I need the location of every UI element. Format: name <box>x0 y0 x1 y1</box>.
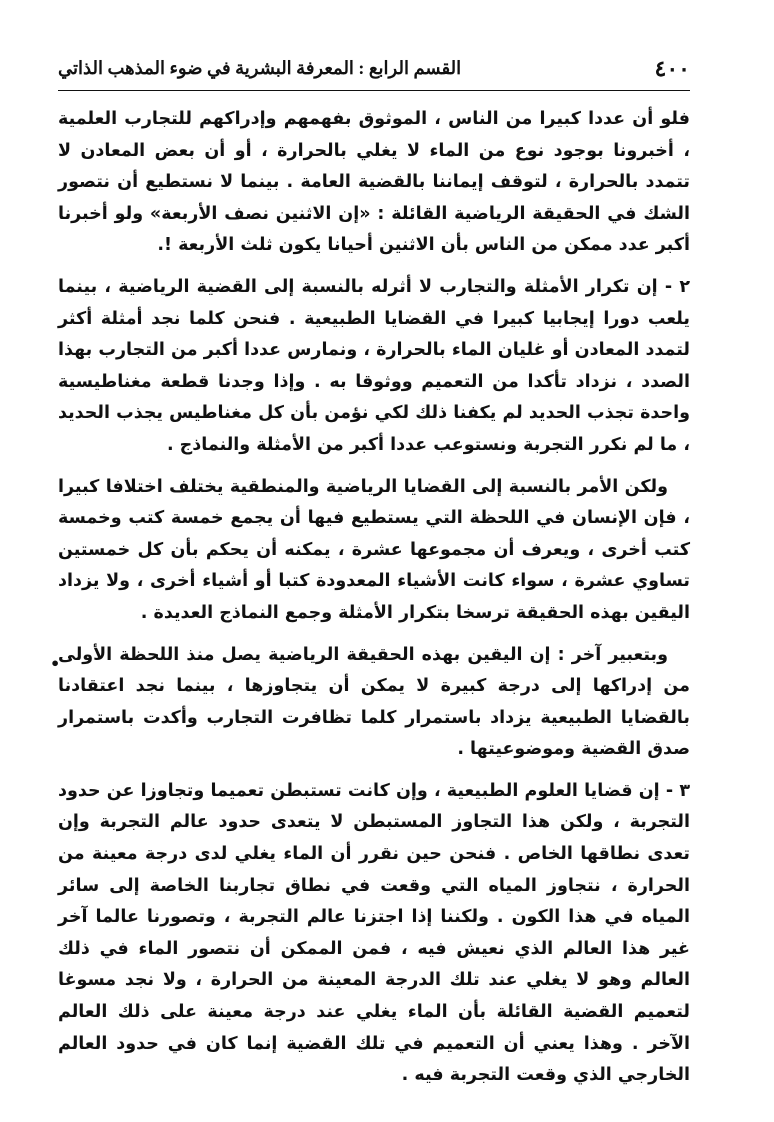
page-number: ٤٠٠ <box>654 56 690 81</box>
paragraph-5: ٣ - إن قضايا العلوم الطبيعية ، وإن كانت تستبطن تعميما وتجاوزا عن حدود التجربة ، ولكن هذا التجاوز المستبطن لا يتعدى حدود عالم التجربة وإن تعدى نطاقها الخاص . فنحن حين نقرر أن الماء يغلي لدى درجة معينة من الحرارة ، نتجاوز المياه التي وقعت في نطاق تجاربنا الخاصة إلى سائر المياه في هذا الكون . ولكننا إذا اجتزنا عالم التجربة ، وتصورنا عالما آخر غير هذا العالم الذي نعيش فيه ، فمن الممكن أن نتصور الماء في ذلك العالم وهو لا يغلي عند تلك الدرجة المعينة من الحرارة ، ولا نجد مسوغا لتعميم القضية القائلة بأن الماء يغلي عند درجة معينة على ذلك العالم الآخر . وهذا يعني أن التعميم في تلك القضية إنما كان في حدود العالم الخارجي الذي وقعت التجربة فيه . <box>58 780 690 1086</box>
running-title: القسم الرابع : المعرفة البشرية في ضوء المذهب الذاتي <box>58 58 462 78</box>
margin-mark: • <box>50 654 61 673</box>
body-text <box>58 104 690 1102</box>
paragraph-2: ٢ - إن تكرار الأمثلة والتجارب لا أثرله بالنسبة إلى القضية الرياضية ، بينما يلعب دورا إيجابيا كبيرا في القضايا الطبيعية . فنحن كلما نجد أمثلة أكثر لتمدد المعادن أو غليان الماء بالحرارة ، ونمارس عددا أكبر من التجارب بهذا الصدد ، نزداد تأكدا من التعميم ووثوقا به . وإذا وجدنا قطعة مغناطيسية واحدة تجذب الحديد لم يكفنا ذلك لكي نؤمن بأن كل مغناطيس يجذب الحديد ، ما لم نكرر التجربة ونستوعب عددا أكبر من الأمثلة والنماذج . <box>58 276 690 455</box>
paragraph-3: ولكن الأمر بالنسبة إلى القضايا الرياضية والمنطقية يختلف اختلافا كبيرا ، فإن الإنسان في اللحظة التي يستطيع فيها أن يجمع خمسة كتب وخمسة كتب أخرى ، ويعرف أن مجموعها عشرة ، يمكنه أن يحكم بأن كل خمستين تساوي عشرة ، سواء كانت الأشياء المعدودة كتبا أو أشياء أخرى ، ولا يزداد اليقين بهذه الحقيقة ترسخا بتكرار الأمثلة وجمع النماذج العديدة . <box>58 476 690 623</box>
page-header <box>58 52 690 92</box>
paragraph-1: فلو أن عددا كبيرا من الناس ، الموثوق بفهمهم وإدراكهم للتجارب العلمية ، أخبرونا بوجود نوع من الماء لا يغلي بالحرارة ، أو أن بعض المعادن لا تتمدد بالحرارة ، لتوقف إيماننا بالقضية العامة . بينما لا نستطيع أن نتصور الشك في الحقيقة الرياضية القائلة : «إن الاثنين نصف الأربعة» ولو أخبرنا أكبر عدد ممكن من الناس بأن الاثنين أحيانا يكون ثلث الأربعة !. <box>58 109 690 256</box>
header-rule <box>58 90 690 91</box>
paragraph-4: وبتعبير آخر : إن اليقين بهذه الحقيقة الرياضية يصل منذ اللحظة الأولى من إدراكها إلى درجة كبيرة لا يمكن أن يتجاوزها ، بينما نجد اعتقادنا بالقضايا الطبيعية يزداد باستمرار كلما تظافرت التجارب وأكدت باستمرار صدق القضية وموضوعيتها . <box>58 644 690 760</box>
